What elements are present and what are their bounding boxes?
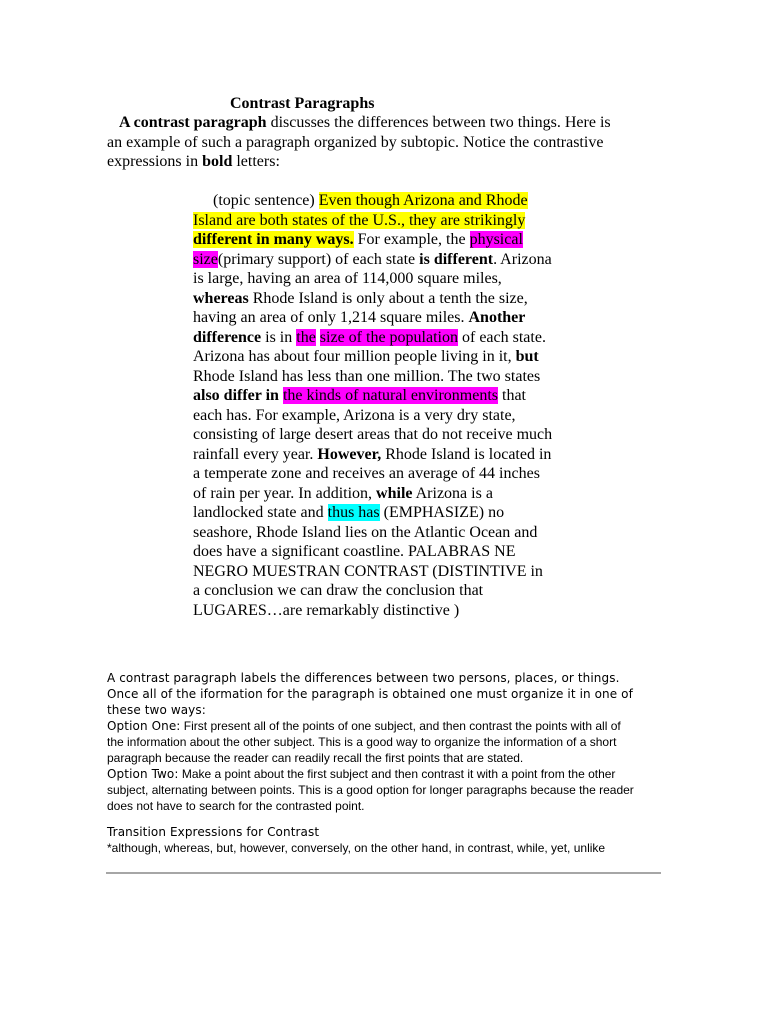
intro-paragraph: [107, 113, 611, 172]
example-line: of rain per year. In addition, while Arizona is a: [193, 484, 493, 502]
highlight-yellow: Even though Arizona and Rhode: [318, 192, 528, 209]
notes-line: does not have to search for the contrasted point.: [107, 799, 365, 813]
example-line: also differ in the kinds of natural environments that: [193, 387, 526, 404]
highlight-yellow: Island are both states of the U.S., they are strikingly: [193, 211, 526, 229]
option-one: Option One: First present all of the points of one subject, and then contrast the points with all of: [107, 719, 621, 733]
option-two-label: Option Two:: [107, 767, 179, 781]
highlight-yellow: different in many ways.: [193, 231, 354, 248]
example-line: whereas Rhode Island is only about a tenth the size,: [193, 289, 528, 307]
example-line: landlocked state and thus has (EMPHASIZE) no: [193, 504, 505, 521]
page-title: Contrast Paragraphs: [230, 95, 375, 112]
example-line: difference is in the size of the population of each state.: [193, 328, 546, 346]
example-line: seashore, Rhode Island lies on the Atlantic Ocean and: [193, 523, 538, 541]
notes-line: subject, alternating between points. This is a good option for longer paragraphs because the reader: [107, 783, 634, 797]
example-line: consisting of large desert areas that do not receive much: [193, 426, 553, 443]
example-line: rainfall every year. However, Rhode Island is located in: [193, 445, 552, 463]
option-one-label: Option One:: [107, 719, 181, 733]
example-line: is large, having an area of 114,000 square miles,: [193, 270, 502, 287]
highlight-magenta: size: [193, 250, 218, 268]
intro-line-1: A contrast paragraph discusses the differences between two things. Here is: [119, 114, 611, 131]
horizontal-rule: [106, 872, 661, 874]
example-line: having an area of only 1,214 square miles. Another: [193, 309, 526, 326]
example-line: does have a significant coastline. PALABRAS NE: [193, 543, 516, 560]
intro-line-3: expressions in bold letters:: [107, 153, 280, 170]
example-paragraph: [193, 191, 552, 620]
example-line: [193, 211, 552, 231]
example-line: LUGARES…are remarkably distinctive ): [193, 601, 460, 619]
notes-line: the information about the other subject. This is a good way to organize the information of a short: [107, 735, 617, 749]
example-line: (topic sentence) Even though Arizona and Rhode: [213, 192, 528, 209]
transition-list: *although, whereas, but, however, conversely, on the other hand, in contrast, while, yet, unlike: [107, 841, 606, 855]
example-line: a temperate zone and receives an average of 44 inches: [193, 465, 540, 482]
highlight-magenta: size of the population: [319, 328, 458, 346]
example-line: Arizona has about four million people living in it, but: [193, 348, 539, 365]
notes-line: these two ways:: [107, 703, 206, 717]
highlight-magenta: physical: [469, 231, 523, 248]
notes-line: A contrast paragraph labels the differences between two persons, places, or things.: [107, 671, 620, 685]
example-line: size(primary support) of each state is different. Arizona: [193, 250, 552, 268]
example-line: a conclusion we can draw the conclusion that: [193, 582, 484, 599]
example-line: Rhode Island has less than one million. The two states: [193, 367, 541, 385]
notes-line: paragraph because the reader can readily recall the first points that are stated.: [107, 751, 524, 765]
transition-title: Transition Expressions for Contrast: [107, 825, 320, 839]
notes-section: [107, 670, 634, 814]
transition-section: [107, 824, 605, 856]
highlight-magenta: the: [296, 328, 316, 346]
intro-line-2: an example of such a paragraph organized by subtopic. Notice the contrastive: [107, 133, 604, 151]
example-line: each has. For example, Arizona is a very dry state,: [193, 406, 516, 424]
highlight-magenta: the kinds of natural environments: [282, 387, 498, 404]
notes-line: Once all of the iformation for the paragraph is obtained one must organize it in one of: [107, 687, 633, 701]
example-line: different in many ways. For example, the physical: [193, 231, 523, 248]
example-line: NEGRO MUESTRAN CONTRAST (DISTINTIVE in: [193, 562, 543, 580]
option-two: Option Two: Make a point about the first subject and then contrast it with a point from the other: [107, 767, 616, 781]
highlight-cyan: thus has: [327, 504, 380, 521]
